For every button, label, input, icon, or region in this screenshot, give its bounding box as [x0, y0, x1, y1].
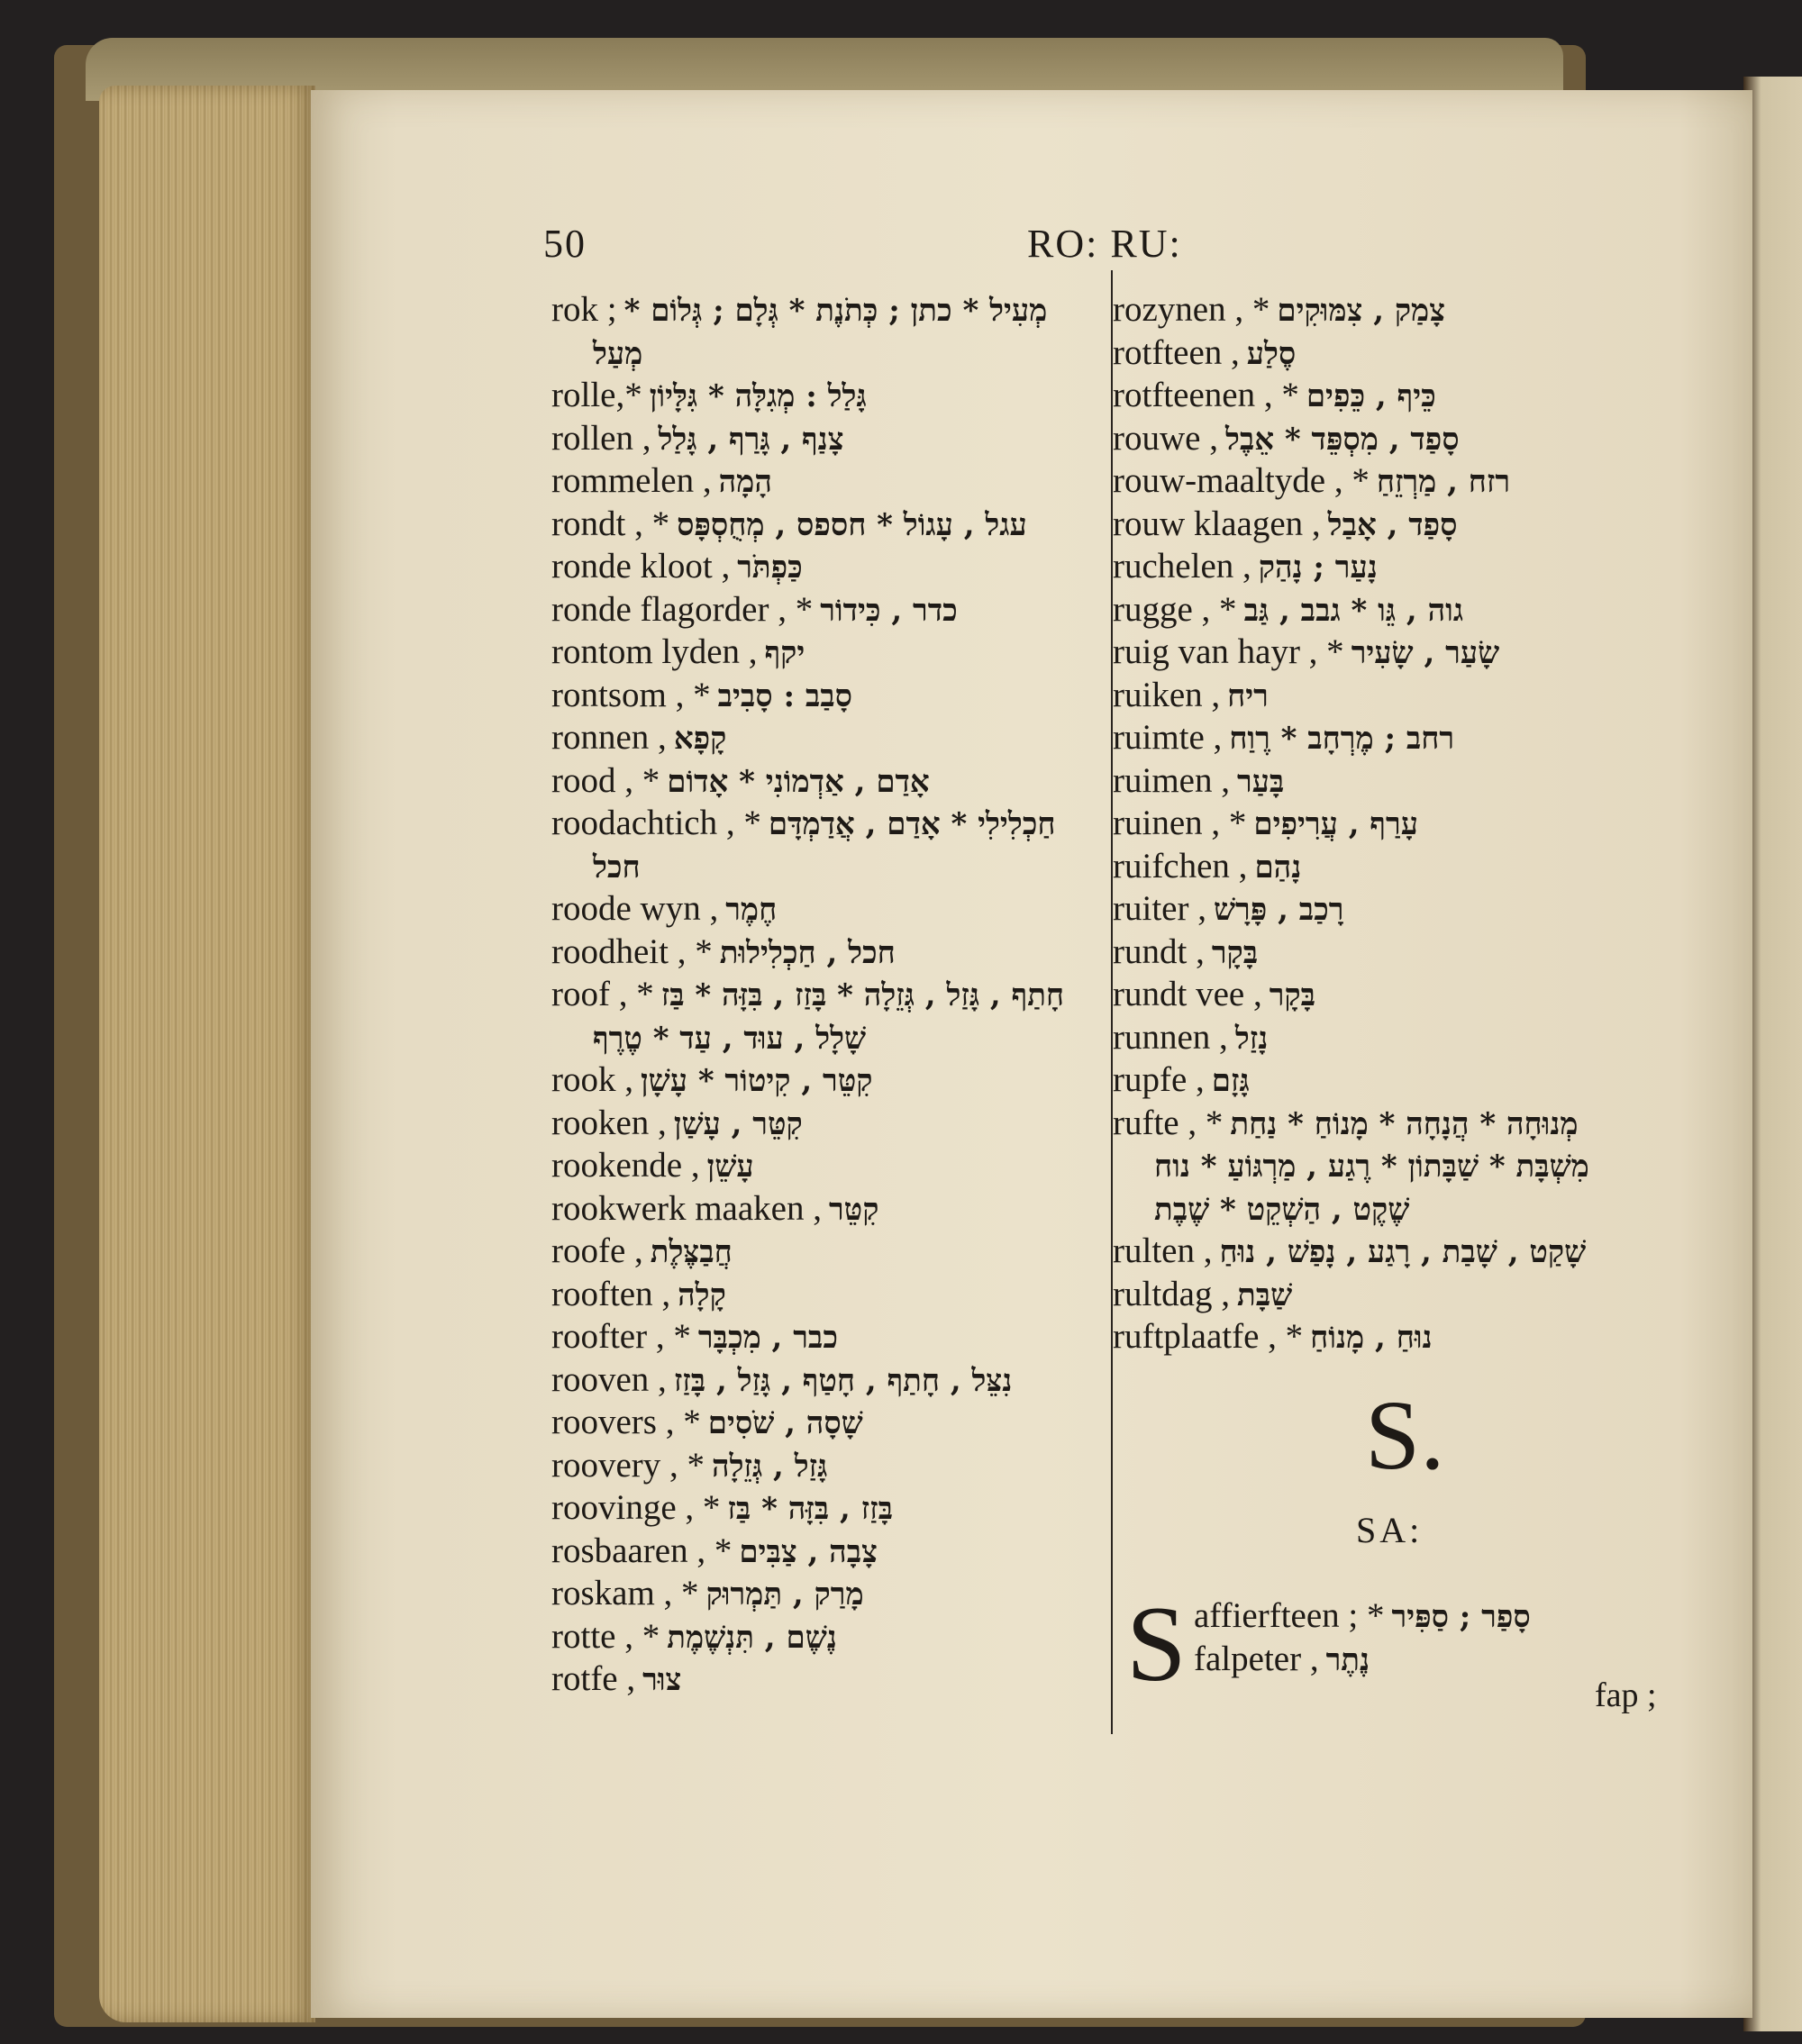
entry-hebrew: נֶתֶר	[1325, 1641, 1370, 1678]
entry-headword: rultdag ,	[1113, 1274, 1230, 1313]
dictionary-entry	[551, 1530, 1110, 1573]
entry-hebrew: חכל	[593, 849, 641, 886]
section-subhead: SA:	[1356, 1510, 1424, 1550]
dictionary-entry	[551, 1315, 1110, 1358]
entry-hebrew: צָנַף , גָּרַף , גָּלַל	[658, 421, 844, 458]
entry-hebrew: גָּלַל : מְגִלָּה * גִּלָּיוֹן	[649, 378, 867, 414]
entry-headword: rooken ,	[551, 1103, 667, 1142]
entry-headword: roofter , *	[551, 1317, 691, 1356]
entry-hebrew: אָדַם , אַדְמוֹנִי * אָדוֹם	[667, 763, 930, 800]
entry-headword: rouwe ,	[1113, 418, 1218, 458]
entry-hebrew: שָׁקַט , שָׁבַת , רָגַע , נָפַשׁ , נוּחַ	[1219, 1234, 1587, 1270]
dictionary-entry	[551, 545, 1110, 588]
entry-headword: roovery , *	[551, 1445, 705, 1485]
entry-hebrew: מְעִיל * כתן ; כְּתֹנֶת * גְּלָם ; גְּלוֹם *	[623, 293, 1048, 329]
entry-headword: rood , *	[551, 760, 660, 800]
entry-hebrew: צוּר	[642, 1662, 682, 1698]
entry-headword: rufte , *	[1113, 1103, 1224, 1142]
entry-hebrew: סָבַב : סָבִיב	[717, 677, 852, 714]
entry-headword: roodachtich , *	[551, 804, 761, 842]
entry-hebrew: ריח	[1227, 677, 1269, 714]
entry-hebrew: חכל , חַכְלִילוּת	[719, 934, 896, 971]
dictionary-entry	[1113, 1016, 1689, 1059]
page-fore-edge	[99, 86, 315, 2022]
dictionary-entry	[1113, 1230, 1689, 1273]
dictionary-entry	[1113, 973, 1689, 1016]
entry-headword: roode wyn ,	[551, 889, 719, 928]
entry-headword: ronnen ,	[551, 718, 667, 757]
entry-hebrew: עָרַף , עֲרִיפִים	[1253, 806, 1418, 842]
dictionary-entry	[1113, 845, 1689, 888]
entry-headword: rosbaaren , *	[551, 1531, 733, 1570]
entry-hebrew: בָּקָר	[1269, 977, 1315, 1013]
entry-hebrew: כֵּיף , כֵּפִים	[1306, 378, 1436, 414]
dictionary-entry	[1113, 931, 1689, 974]
dictionary-entry	[551, 1273, 1110, 1316]
entry-hebrew: מִשְׁבָּת * שַׁבָּתוֹן * רֶגַע , מַרְגּוֹעַ * נוח	[1154, 1149, 1589, 1185]
entry-hebrew: סָפַד , מִסְפֵּד * אֵבֶל	[1224, 421, 1460, 458]
entry-headword: roofe ,	[551, 1231, 643, 1270]
entry-headword: rontsom , *	[551, 675, 711, 714]
entry-headword: rooven ,	[551, 1359, 667, 1399]
dictionary-entry	[551, 1102, 1110, 1145]
entry-headword: ruiter ,	[1113, 889, 1206, 928]
entry-hebrew: רָכַב , פָּרָשׁ	[1213, 892, 1344, 928]
entry-hebrew: נוּחַ , מָנוֹחַ	[1310, 1320, 1433, 1356]
entry-headword: rontom lyden ,	[551, 632, 758, 671]
entry-headword: rotfe ,	[551, 1659, 636, 1698]
entry-hebrew: כבר , מִכְבָּר	[697, 1320, 838, 1356]
entry-headword: rook ,	[551, 1060, 633, 1099]
entry-hebrew: שָׂעַר , שָׂעִיר	[1351, 635, 1500, 671]
entry-hebrew: רזח , מַרְזֵחַ	[1376, 464, 1511, 500]
entry-headword: ruchelen ,	[1113, 547, 1251, 586]
dictionary-entry	[551, 973, 1110, 1016]
dictionary-entry	[1113, 887, 1689, 931]
entry-hebrew: יקף	[764, 635, 805, 671]
dictionary-entry	[1113, 332, 1689, 375]
dictionary-entry	[1113, 674, 1689, 717]
dictionary-entry	[551, 674, 1110, 717]
dictionary-entry	[551, 459, 1110, 503]
dictionary-entry	[551, 887, 1110, 931]
entry-hebrew: גָּזַל , גְּזֵלָה	[712, 1448, 828, 1485]
entry-hebrew: נָהַם	[1254, 849, 1302, 886]
entry-headword: ruinen , *	[1113, 804, 1247, 842]
entry-hebrew: שַׁבָּת	[1236, 1276, 1293, 1313]
entry-hebrew: כדר , כִּידוֹר	[820, 592, 958, 629]
entry-headword: ruiken ,	[1113, 675, 1221, 714]
dictionary-entry	[1194, 1638, 1770, 1681]
entry-hebrew: רחב ; מֶרְחָב * רֶוַח	[1229, 721, 1455, 757]
entry-hebrew: שֶׁקֶט , הַשְׁקֵט * שֶׁבֶת	[1154, 1191, 1410, 1228]
dictionary-entry	[551, 1572, 1110, 1615]
dictionary-entry	[1194, 1594, 1770, 1638]
entry-hebrew: קִטֵּר	[828, 1191, 879, 1228]
dictionary-entry	[551, 931, 1110, 974]
entry-headword: roovinge , *	[551, 1488, 721, 1527]
dictionary-entry	[551, 417, 1110, 460]
dictionary-entry	[1113, 1144, 1689, 1187]
dictionary-entry	[1113, 631, 1689, 674]
dictionary-entry	[551, 503, 1110, 546]
entry-headword: ruimte ,	[1113, 718, 1223, 757]
entry-headword: roodheit , *	[551, 931, 713, 971]
entry-hebrew: קִטֵּר , קִיטוֹר * עָשָׁן	[641, 1063, 873, 1099]
dictionary-entry	[551, 1230, 1110, 1273]
entry-headword: rondt , *	[551, 504, 670, 543]
dictionary-entry	[551, 1658, 1110, 1701]
entry-hebrew: סָפַד , אָבַל	[1327, 506, 1458, 543]
dictionary-entry	[1113, 1187, 1689, 1231]
entry-hebrew: כַּפְתֹּר	[737, 550, 803, 586]
entry-headword: runnen ,	[1113, 1017, 1228, 1057]
entry-headword: rollen ,	[551, 418, 651, 458]
entry-headword: rupfe ,	[1113, 1060, 1205, 1099]
entry-hebrew: סָפַר ; סַפִּיר	[1391, 1599, 1531, 1635]
entry-headword: rundt ,	[1113, 931, 1205, 971]
entry-hebrew: מְנוּחָה * הֲנָחָה * מָנוֹחַ * נַחַת	[1230, 1105, 1579, 1142]
entry-hebrew: עָשֵׁן	[706, 1149, 754, 1185]
page-number: 50	[543, 222, 587, 266]
dictionary-entry	[1113, 1058, 1689, 1102]
dictionary-entry	[551, 288, 1110, 332]
dictionary-entry	[1113, 459, 1689, 503]
entry-headword: roof , *	[551, 975, 654, 1013]
catchword: fap ;	[1595, 1676, 1657, 1714]
dictionary-entry	[551, 802, 1110, 845]
entry-hebrew: נִצֵּל , חָתַף , חָטַף , גָּזַל , בָּזַז	[673, 1362, 1013, 1399]
entry-hebrew: סֶלַע	[1246, 335, 1297, 372]
dictionary-entry	[1113, 802, 1689, 845]
entry-headword: affierfteen ; *	[1194, 1596, 1385, 1635]
entry-headword: rotfteen ,	[1113, 332, 1240, 372]
dictionary-entry	[551, 1401, 1110, 1444]
entry-headword: rok ;	[551, 290, 617, 329]
dictionary-entry	[551, 1144, 1110, 1187]
dictionary-entry	[551, 374, 1110, 417]
entry-hebrew: חַכְלִילִי * אָדַם , אֲדַמְדָּם	[768, 806, 1056, 842]
entry-hebrew: מְעַל	[593, 335, 643, 372]
dictionary-entry	[1113, 288, 1689, 332]
dictionary-entry	[551, 1358, 1110, 1402]
entry-hebrew: קָפָא	[673, 721, 727, 757]
entry-hebrew: חֲבַצֶּלֶת	[650, 1234, 733, 1270]
dictionary-entry	[551, 1444, 1110, 1487]
entry-hebrew: קָלָה	[678, 1276, 726, 1313]
dictionary-entry	[551, 1615, 1110, 1658]
dictionary-entry	[551, 631, 1110, 674]
dictionary-entry	[1113, 503, 1689, 546]
entry-headword: rugge , *	[1113, 589, 1237, 629]
entry-hebrew: שָׁלָל , עוּד , עַד * טֶרֶף	[593, 1020, 867, 1057]
dictionary-entry	[551, 332, 1110, 375]
entry-hebrew: נֶשֶׁם , תִּנְשֶׁמֶת	[667, 1619, 837, 1656]
right-column	[1113, 288, 1689, 1358]
entry-headword: rookwerk maaken ,	[551, 1188, 822, 1228]
entry-headword: ronde kloot ,	[551, 547, 731, 586]
entry-headword: roskam , *	[551, 1574, 699, 1612]
entry-headword: rouw klaagen ,	[1113, 504, 1321, 543]
section-letter: S.	[1365, 1380, 1445, 1490]
left-column	[551, 288, 1110, 1701]
s-entries	[1194, 1594, 1770, 1680]
entry-headword: rolle,*	[551, 376, 642, 414]
dictionary-entry	[1113, 374, 1689, 417]
entry-hebrew: בָּזַז , בִּזָּה * בַּז	[727, 1491, 893, 1527]
dictionary-entry	[551, 1187, 1110, 1231]
entry-headword: rommelen ,	[551, 461, 712, 500]
entry-hebrew: עגל , עָגוֹל * חספס , מְחֻסְפָּס	[677, 506, 1027, 543]
dictionary-entry	[1113, 759, 1689, 803]
dictionary-entry	[1113, 588, 1689, 631]
entry-hebrew: קִטֵּר , עָשַׁן	[673, 1105, 803, 1142]
entry-hebrew: נָעַר ; נָהַק	[1258, 550, 1378, 586]
dictionary-entry	[551, 1058, 1110, 1102]
entry-headword: falpeter ,	[1194, 1639, 1319, 1678]
entry-headword: rozynen , *	[1113, 290, 1270, 329]
dictionary-entry	[1113, 1273, 1689, 1316]
entry-hebrew: חֶמֶר	[725, 892, 778, 928]
entry-hebrew: גָּזָם	[1211, 1063, 1250, 1099]
entry-hebrew: מָרַק , תַּמְרוּק	[705, 1576, 864, 1612]
entry-hebrew: צָבָה , צַבִּים	[739, 1533, 878, 1570]
dictionary-entry	[1113, 417, 1689, 460]
entry-headword: ruig van hayr , *	[1113, 632, 1344, 671]
entry-hebrew: הָמָה	[718, 464, 772, 500]
entry-hebrew: חָתַף , גָּזַל , גְּזֵלָה * בָּזַז , בִּזָּה * בַּז	[660, 977, 1065, 1013]
dictionary-entry	[551, 759, 1110, 803]
running-head: RO: RU:	[1027, 222, 1182, 266]
entry-hebrew: נָזַל	[1234, 1020, 1269, 1057]
entry-hebrew: בָּקָר	[1211, 934, 1259, 971]
dictionary-entry	[551, 1016, 1110, 1059]
entry-headword: rouw-maaltyde , *	[1113, 461, 1370, 500]
entry-headword: rooften ,	[551, 1274, 671, 1313]
dictionary-entry	[551, 1486, 1110, 1530]
entry-hebrew: גוה , גֵּו * גבב , גַּב	[1243, 592, 1464, 629]
dictionary-entry	[1113, 1315, 1689, 1358]
drop-cap: S	[1126, 1584, 1187, 1703]
entry-headword: rotte , *	[551, 1616, 660, 1656]
entry-hebrew: בָּעַר	[1236, 763, 1285, 800]
entry-headword: roovers , *	[551, 1403, 701, 1441]
entry-headword: rotfteenen , *	[1113, 376, 1299, 414]
dictionary-entry	[1113, 716, 1689, 759]
dictionary-entry	[551, 716, 1110, 759]
dictionary-entry	[551, 588, 1110, 631]
entry-headword: ronde flagorder , *	[551, 589, 814, 629]
dictionary-entry	[1113, 1102, 1689, 1145]
entry-hebrew: צָמַק , צִמּוּקִים	[1277, 293, 1446, 329]
entry-headword: ruimen ,	[1113, 760, 1230, 800]
entry-headword: rookende ,	[551, 1146, 700, 1185]
entry-headword: ruifchen ,	[1113, 846, 1248, 886]
entry-headword: ruftplaatfe , *	[1113, 1317, 1304, 1356]
dictionary-entry	[1113, 545, 1689, 588]
entry-hebrew: שָׁסָה , שֹׁסִים	[707, 1405, 863, 1441]
entry-headword: rundt vee ,	[1113, 975, 1262, 1013]
entry-headword: rulten ,	[1113, 1231, 1213, 1270]
dictionary-entry	[551, 845, 1110, 888]
